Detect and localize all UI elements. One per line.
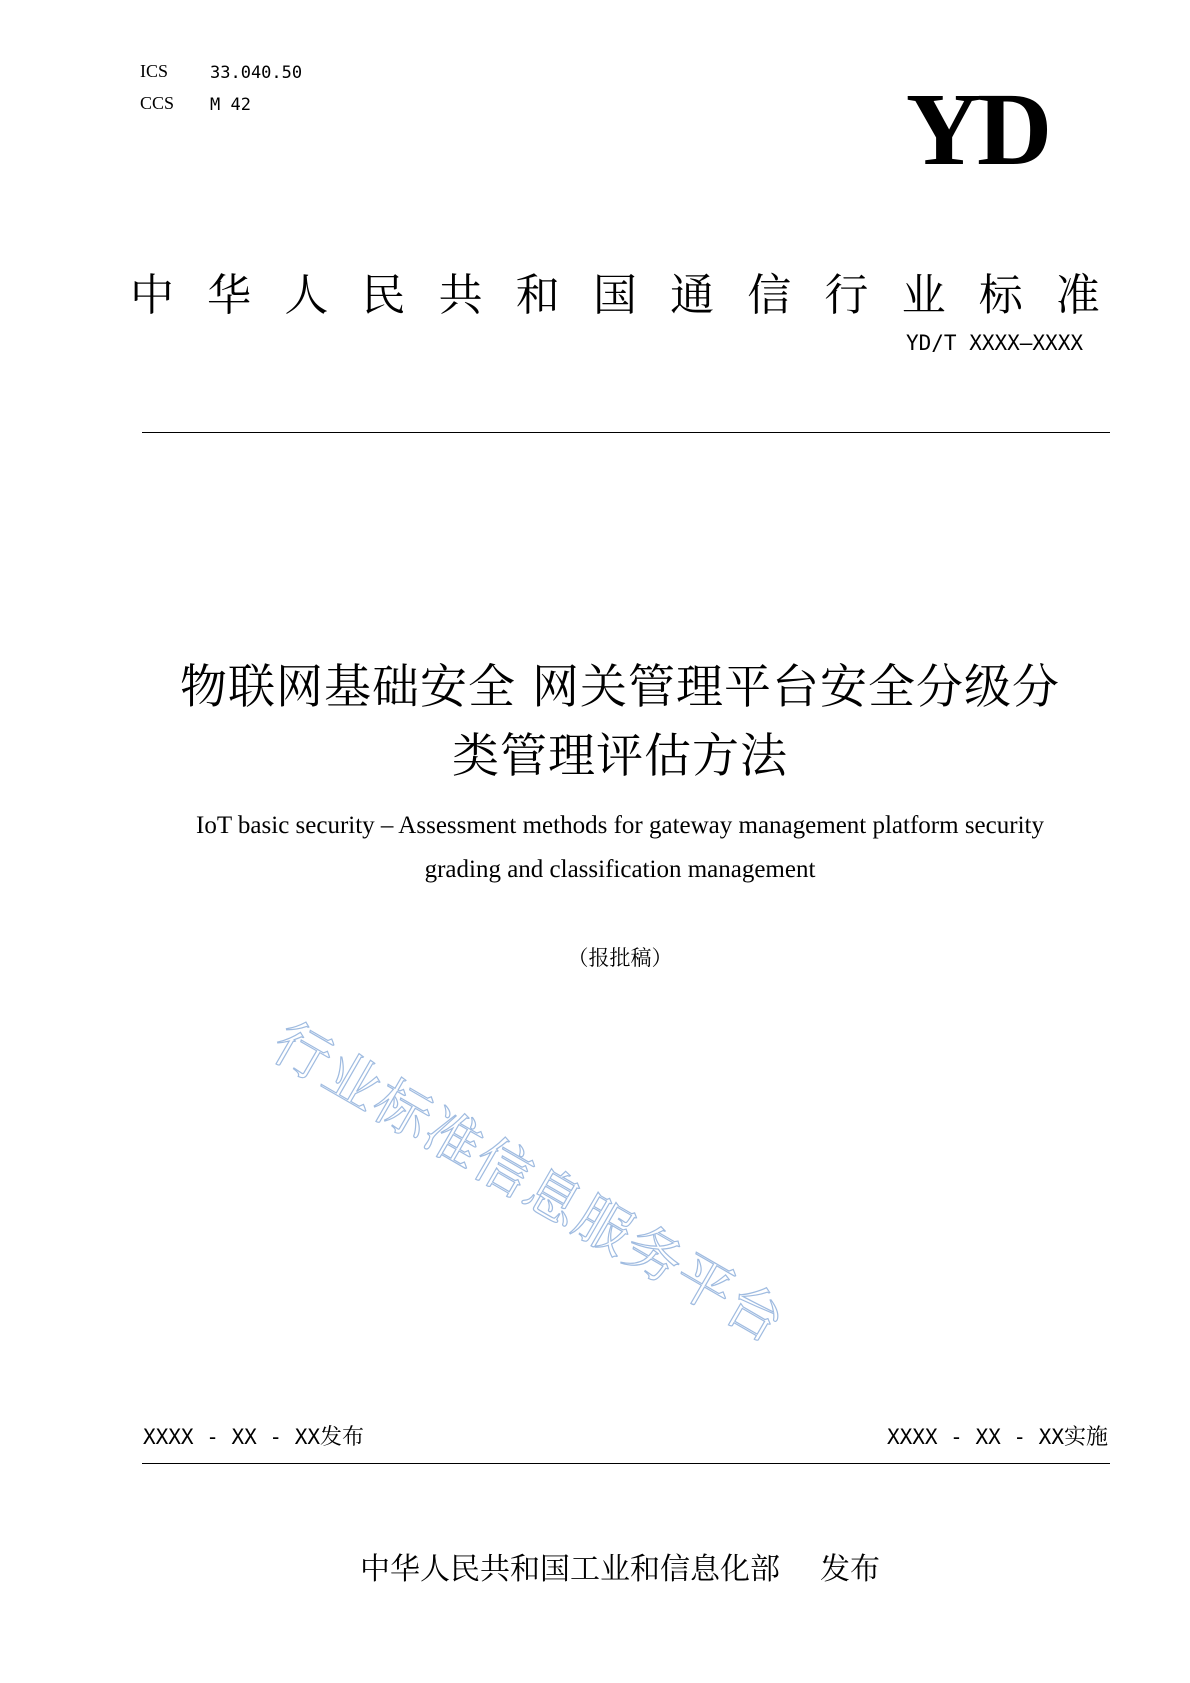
category-char: 国 xyxy=(592,270,637,321)
yd-logo-text: YD xyxy=(905,78,1049,178)
title-cn-line1: 物联网基础安全 网关管理平台安全分级分 xyxy=(180,660,1060,715)
ccs-value: M 42 xyxy=(210,95,251,115)
footer-divider xyxy=(142,1463,1110,1464)
header-divider xyxy=(142,432,1110,433)
category-char: 通 xyxy=(670,270,715,321)
watermark: 行业标准信息服务平台 xyxy=(261,1010,797,1357)
title-cn-line2: 类管理评估方法 xyxy=(452,729,788,784)
draft-stage-label: （报批稿） xyxy=(567,946,673,970)
category-char: 中 xyxy=(130,270,174,321)
category-char: 人 xyxy=(284,270,329,321)
yd-logo xyxy=(885,78,1070,178)
publish-label: 发布 xyxy=(320,1425,365,1450)
implement-label: 实施 xyxy=(1063,1425,1108,1450)
category-char: 业 xyxy=(901,270,946,321)
category-char: 华 xyxy=(207,270,252,321)
issuer-line xyxy=(130,1550,1110,1590)
category-char: 和 xyxy=(515,270,560,321)
category-char: 信 xyxy=(747,270,792,321)
implement-date: XXXX - XX - XX xyxy=(886,1425,1064,1449)
category-char: 共 xyxy=(438,270,483,321)
ccs-label: CCS xyxy=(140,93,175,113)
category-char: 民 xyxy=(361,270,406,321)
title-en-line2: grading and classification management xyxy=(424,856,816,883)
ics-label: ICS xyxy=(140,61,169,81)
issuer-name: 中华人民共和国工业和信息化部 xyxy=(360,1552,780,1587)
ics-value: 33.040.50 xyxy=(210,63,303,83)
publish-date-block xyxy=(143,1422,364,1453)
standard-number: YD/T XXXX—XXXX xyxy=(905,331,1083,355)
category-char: 行 xyxy=(824,270,869,321)
category-char: 标 xyxy=(978,270,1023,321)
category-char: 准 xyxy=(1055,270,1100,321)
title-en-line1: IoT basic security – Assessment methods for gateway management platform security xyxy=(196,812,1044,839)
publish-date: XXXX - XX - XX xyxy=(143,1425,321,1449)
issuer-action: 发布 xyxy=(820,1552,880,1587)
implement-date-block xyxy=(887,1422,1108,1453)
standard-category-title xyxy=(130,268,1100,324)
